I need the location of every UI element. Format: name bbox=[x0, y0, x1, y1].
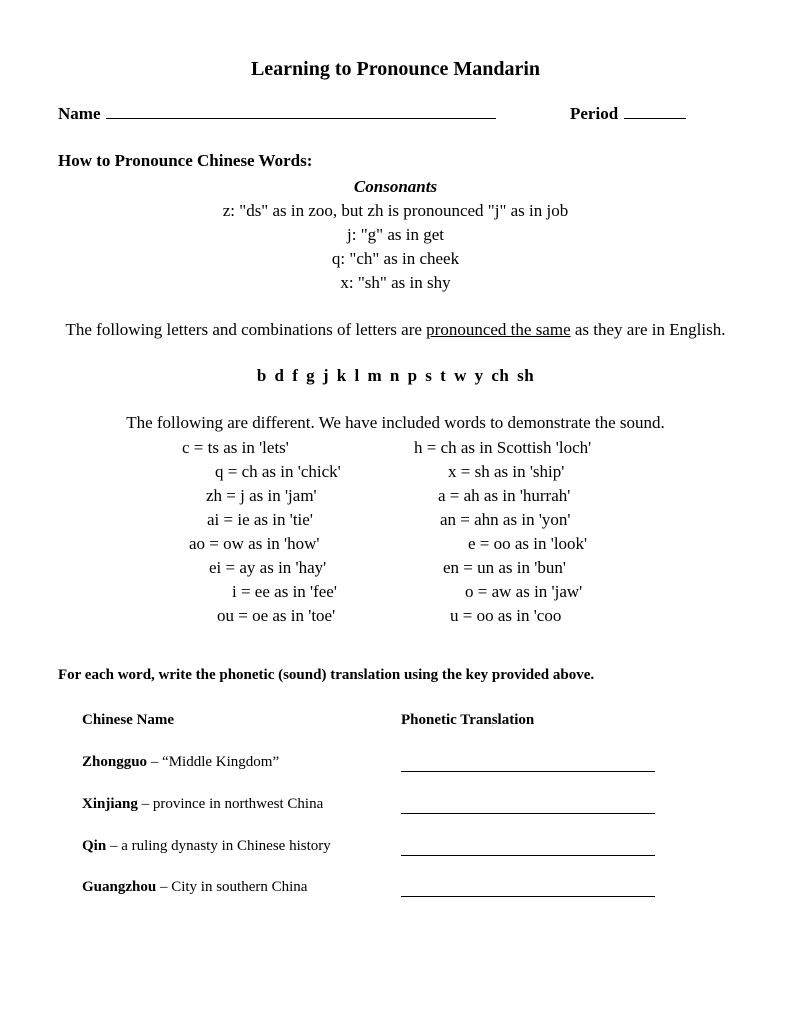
different-pair-left: i = ee as in 'fee' bbox=[232, 582, 337, 601]
different-pair-right: h = ch as in Scottish 'loch' bbox=[414, 438, 592, 457]
consonant-line: x: "sh" as in shy bbox=[340, 273, 451, 292]
answer-blank-line[interactable] bbox=[401, 812, 655, 814]
period-field bbox=[570, 102, 686, 124]
same-para-underlined: pronounced the same bbox=[426, 320, 571, 339]
name-label: Name bbox=[58, 104, 101, 123]
period-blank-line[interactable] bbox=[624, 102, 686, 119]
different-intro: The following are different. We have included words to demonstrate the sound. bbox=[126, 413, 665, 432]
instruction-text: For each word, write the phonetic (sound) translation using the key provided above. bbox=[58, 667, 595, 683]
word-meaning: – City in southern China bbox=[156, 879, 308, 895]
different-pair-right: en = un as in 'bun' bbox=[443, 558, 566, 577]
different-pair-right: an = ahn as in 'yon' bbox=[440, 510, 571, 529]
period-label: Period bbox=[570, 104, 619, 123]
answer-blank-line[interactable] bbox=[401, 895, 655, 897]
different-pair-left: zh = j as in 'jam' bbox=[206, 486, 317, 505]
word-meaning: – province in northwest China bbox=[137, 796, 324, 812]
consonants-title: Consonants bbox=[353, 177, 438, 196]
word-row bbox=[82, 796, 323, 813]
consonants-list bbox=[0, 199, 791, 295]
name-blank-line[interactable] bbox=[106, 102, 496, 119]
word-row bbox=[82, 754, 279, 771]
word-row bbox=[82, 879, 307, 896]
different-pair-right: o = aw as in 'jaw' bbox=[465, 582, 583, 601]
same-letters: b d f g j k l m n p s t w y ch sh bbox=[256, 366, 535, 385]
different-pair-left: ei = ay as in 'hay' bbox=[209, 558, 327, 577]
different-pair-left: ao = ow as in 'how' bbox=[189, 534, 320, 553]
consonant-line: q: "ch" as in cheek bbox=[331, 249, 460, 268]
consonant-line: j: "g" as in get bbox=[347, 225, 444, 244]
chinese-word: Zhongguo bbox=[82, 754, 148, 770]
chinese-word: Guangzhou bbox=[82, 879, 157, 895]
consonant-line: z: "ds" as in zoo, but zh is pronounced "j" as in job bbox=[222, 201, 569, 220]
answer-blank-line[interactable] bbox=[401, 854, 655, 856]
different-pair-right: x = sh as in 'ship' bbox=[448, 462, 565, 481]
column-header-phonetic-translation: Phonetic Translation bbox=[401, 712, 535, 728]
column-header-chinese-name: Chinese Name bbox=[82, 712, 175, 728]
same-para-after: as they are in English. bbox=[570, 320, 726, 339]
different-pair-right: e = oo as in 'look' bbox=[468, 534, 588, 553]
same-pronunciation-paragraph bbox=[62, 318, 729, 342]
word-meaning: – a ruling dynasty in Chinese history bbox=[106, 838, 331, 854]
chinese-word: Qin bbox=[82, 838, 107, 854]
answer-blank-line[interactable] bbox=[401, 770, 655, 772]
chinese-word: Xinjiang bbox=[82, 796, 138, 812]
same-para-before: The following letters and combinations of letters are bbox=[65, 320, 427, 339]
different-pair-right: u = oo as in 'coo bbox=[450, 606, 562, 625]
word-row bbox=[82, 838, 331, 855]
different-pair-left: c = ts as in 'lets' bbox=[182, 438, 289, 457]
different-pair-left: ou = oe as in 'toe' bbox=[217, 606, 336, 625]
different-pair-left: q = ch as in 'chick' bbox=[215, 462, 341, 481]
name-field bbox=[58, 102, 496, 124]
different-pair-left: ai = ie as in 'tie' bbox=[207, 510, 313, 529]
word-meaning: – “Middle Kingdom” bbox=[147, 754, 280, 770]
page-title: Learning to Pronounce Mandarin bbox=[250, 58, 541, 80]
section-heading: How to Pronounce Chinese Words: bbox=[58, 151, 313, 170]
different-pair-right: a = ah as in 'hurrah' bbox=[438, 486, 571, 505]
